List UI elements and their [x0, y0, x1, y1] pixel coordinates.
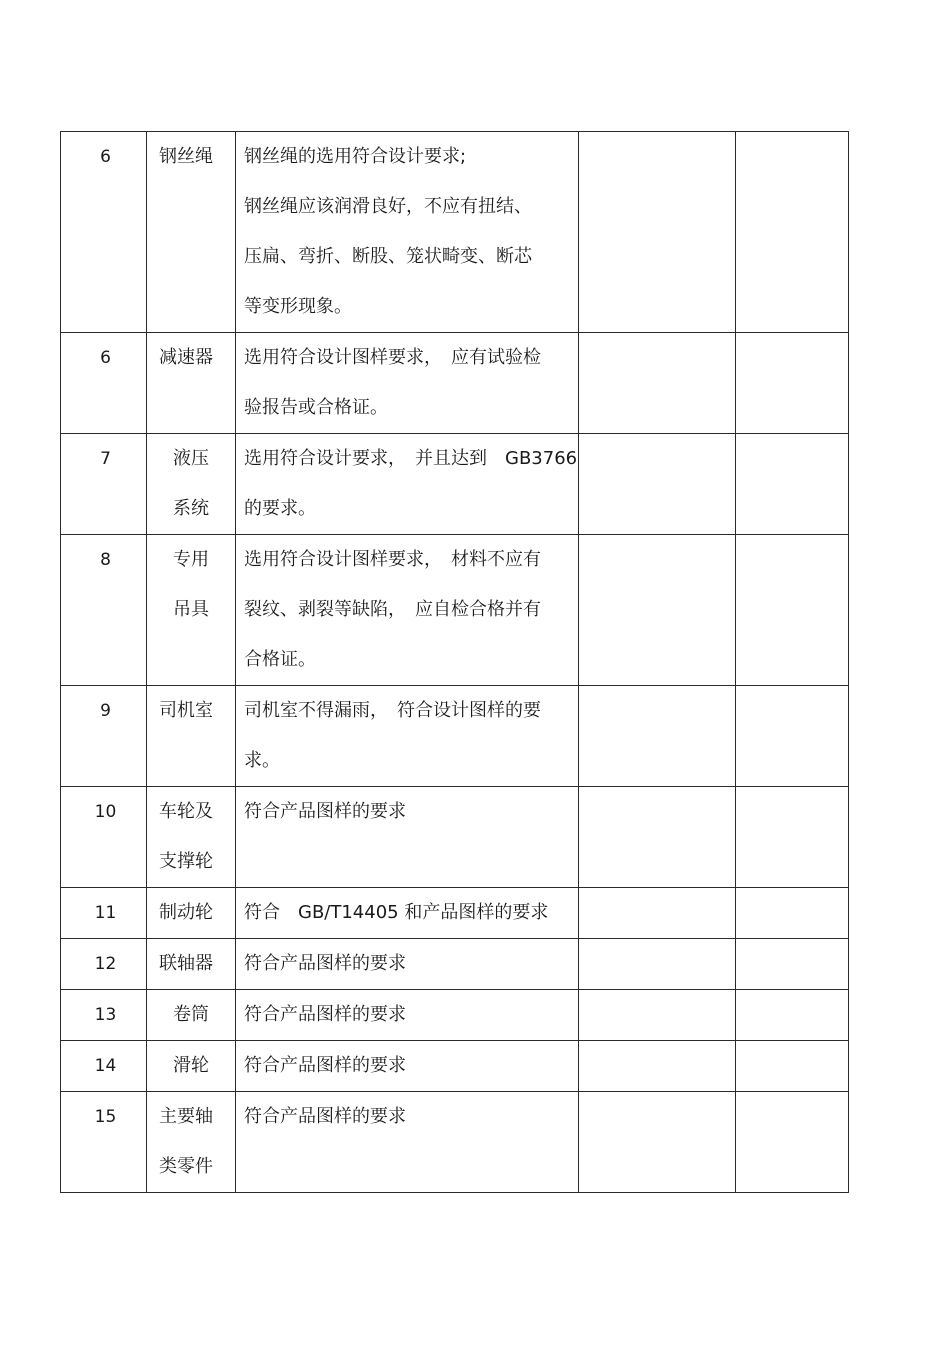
item-number-cell [61, 333, 147, 434]
item-name-line: 支撑轮 [159, 851, 213, 872]
item-number-cell [61, 939, 147, 990]
item-number-cell [61, 535, 147, 686]
remark-cell [736, 787, 849, 888]
item-name-cell [147, 1092, 236, 1193]
item-name-line: 专用 [173, 549, 209, 570]
item-name-line: 制动轮 [159, 902, 213, 923]
requirement-cell [236, 990, 579, 1041]
requirement-cell [236, 1092, 579, 1193]
requirement-cell [236, 132, 579, 333]
item-name-cell [147, 939, 236, 990]
remark-cell [736, 333, 849, 434]
item-name-line: 滑轮 [173, 1055, 209, 1076]
requirement-cell [236, 888, 579, 939]
item-number: 11 [94, 903, 117, 923]
item-number-cell [61, 888, 147, 939]
item-number: 6 [100, 147, 111, 167]
table-row [61, 990, 849, 1041]
item-number-cell [61, 787, 147, 888]
item-name-cell [147, 535, 236, 686]
requirement-cell [236, 939, 579, 990]
remark-cell [736, 132, 849, 333]
result-cell [579, 132, 736, 333]
item-number-cell [61, 132, 147, 333]
item-number: 14 [94, 1056, 117, 1076]
requirement-line: 选用符合设计要求， 并且达到 GB3766 [244, 448, 578, 469]
table-row [61, 1092, 849, 1193]
requirement-line: 符合产品图样的要求 [244, 953, 406, 974]
requirement-line: 验报告或合格证。 [244, 397, 388, 418]
requirement-line: 符合产品图样的要求 [244, 1004, 406, 1025]
requirement-line: 钢丝绳的选用符合设计要求; [244, 146, 467, 167]
remark-cell [736, 990, 849, 1041]
item-name-cell [147, 686, 236, 787]
remark-cell [736, 535, 849, 686]
item-name-cell [147, 990, 236, 1041]
requirement-cell [236, 787, 579, 888]
requirement-line: 司机室不得漏雨， 符合设计图样的要 [244, 700, 541, 721]
item-number: 10 [94, 802, 117, 822]
item-name-cell [147, 333, 236, 434]
item-number: 12 [94, 954, 117, 974]
item-number: 15 [94, 1107, 117, 1127]
requirement-line: 的要求。 [244, 498, 316, 519]
item-name-line: 主要轴 [159, 1106, 213, 1127]
item-name-line: 钢丝绳 [159, 146, 213, 167]
remark-cell [736, 888, 849, 939]
item-name-line: 司机室 [159, 700, 213, 721]
requirement-line: 求。 [244, 750, 280, 771]
table-row [61, 434, 849, 535]
item-name-cell [147, 1041, 236, 1092]
result-cell [579, 434, 736, 535]
item-number: 13 [94, 1005, 117, 1025]
requirement-line: 符合 GB/T14405 和产品图样的要求 [244, 902, 549, 923]
item-number: 8 [100, 550, 111, 570]
table-row [61, 787, 849, 888]
item-name-cell [147, 787, 236, 888]
item-number-cell [61, 990, 147, 1041]
item-name-line: 卷筒 [173, 1004, 209, 1025]
requirement-cell [236, 686, 579, 787]
requirement-line: 选用符合设计图样要求， 材料不应有 [244, 549, 541, 570]
table-row [61, 939, 849, 990]
table-row [61, 888, 849, 939]
table-row [61, 1041, 849, 1092]
requirement-line: 符合产品图样的要求 [244, 801, 406, 822]
item-name-line: 液压 [173, 448, 209, 469]
requirement-line: 合格证。 [244, 649, 316, 670]
requirement-cell [236, 535, 579, 686]
item-number-cell [61, 686, 147, 787]
item-name-line: 联轴器 [159, 953, 213, 974]
remark-cell [736, 434, 849, 535]
remark-cell [736, 686, 849, 787]
requirement-cell [236, 1041, 579, 1092]
table-row [61, 535, 849, 686]
item-number-cell [61, 1041, 147, 1092]
item-number: 7 [100, 449, 111, 469]
requirement-line: 等变形现象。 [244, 296, 352, 317]
item-name-cell [147, 132, 236, 333]
requirement-line: 符合产品图样的要求 [244, 1106, 406, 1127]
requirement-cell [236, 434, 579, 535]
item-number: 9 [100, 701, 111, 721]
item-name-cell [147, 888, 236, 939]
item-name-line: 减速器 [159, 347, 213, 368]
requirement-cell [236, 333, 579, 434]
item-name-line: 吊具 [173, 599, 209, 620]
table-row [61, 333, 849, 434]
remark-cell [736, 1041, 849, 1092]
requirement-line: 选用符合设计图样要求， 应有试验检 [244, 347, 541, 368]
item-number: 6 [100, 348, 111, 368]
result-cell [579, 888, 736, 939]
requirement-line: 钢丝绳应该润滑良好，不应有扭结、 [244, 196, 532, 217]
result-cell [579, 333, 736, 434]
item-number-cell [61, 1092, 147, 1193]
remark-cell [736, 939, 849, 990]
requirement-line: 符合产品图样的要求 [244, 1055, 406, 1076]
item-name-line: 系统 [173, 498, 209, 519]
item-name-cell [147, 434, 236, 535]
result-cell [579, 1041, 736, 1092]
table-row [61, 132, 849, 333]
item-name-line: 车轮及 [159, 801, 213, 822]
item-number-cell [61, 434, 147, 535]
requirement-line: 裂纹、剥裂等缺陷， 应自检合格并有 [244, 599, 541, 620]
result-cell [579, 939, 736, 990]
result-cell [579, 686, 736, 787]
item-name-line: 类零件 [159, 1156, 213, 1177]
remark-cell [736, 1092, 849, 1193]
result-cell [579, 787, 736, 888]
requirement-line: 压扁、弯折、断股、笼状畸变、断芯 [244, 246, 532, 267]
result-cell [579, 535, 736, 686]
table-row [61, 686, 849, 787]
result-cell [579, 1092, 736, 1193]
result-cell [579, 990, 736, 1041]
inspection-table [60, 131, 849, 1193]
